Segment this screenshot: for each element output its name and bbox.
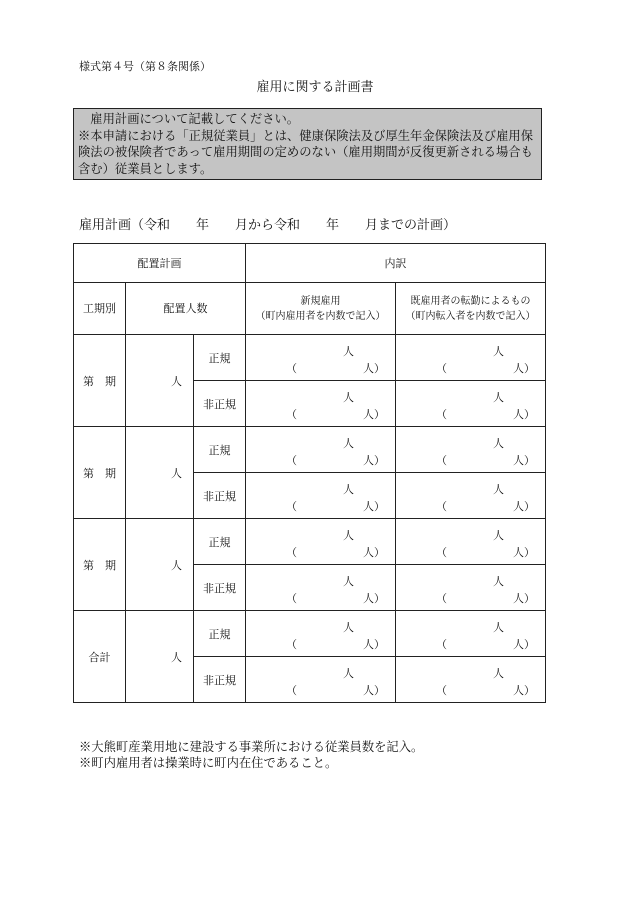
person-unit: 人 (493, 667, 504, 680)
person-unit: 人 (493, 529, 504, 542)
headcount-cell[interactable] (126, 427, 194, 519)
footnote: ※町内雇用者は操業時に町内在住であること。 (79, 756, 338, 770)
person-unit: 人 (343, 483, 354, 496)
local-count: （ 人） (286, 408, 385, 421)
employment-type: 非正規 (194, 473, 246, 519)
person-unit: 人 (171, 374, 182, 388)
local-count: （ 人） (286, 362, 385, 375)
notice-box (73, 108, 542, 180)
person-unit: 人 (171, 466, 182, 480)
form-number: 様式第４号（第８条関係） (79, 60, 211, 73)
employment-type: 正規 (194, 519, 246, 565)
phase-cell: 合計 (74, 611, 126, 703)
person-unit: 人 (493, 575, 504, 588)
new-hire-value[interactable] (246, 473, 396, 519)
col-transfer (396, 283, 546, 335)
employment-type: 正規 (194, 335, 246, 381)
table-row (74, 519, 546, 565)
new-hire-value[interactable] (246, 565, 396, 611)
new-hire-value[interactable] (246, 427, 396, 473)
subheader-row (74, 283, 546, 335)
header-breakdown: 内訳 (246, 244, 546, 283)
local-count: （ 人） (286, 454, 385, 467)
person-unit: 人 (493, 621, 504, 634)
header-plan: 配置計画 (74, 244, 246, 283)
transfer-value[interactable] (396, 381, 546, 427)
transfer-value[interactable] (396, 427, 546, 473)
local-count: （ 人） (436, 684, 535, 697)
new-hire-value[interactable] (246, 657, 396, 703)
local-count: （ 人） (436, 500, 535, 513)
local-count: （ 人） (286, 546, 385, 559)
transfer-value[interactable] (396, 335, 546, 381)
headcount-cell[interactable] (126, 519, 194, 611)
col-phase: 工期別 (74, 283, 126, 335)
transfer-value[interactable] (396, 657, 546, 703)
col-count: 配置人数 (126, 283, 246, 335)
header-row (74, 244, 546, 283)
local-count: （ 人） (436, 638, 535, 651)
employment-type: 正規 (194, 427, 246, 473)
table-row (74, 335, 546, 381)
person-unit: 人 (493, 391, 504, 404)
new-hire-value[interactable] (246, 381, 396, 427)
footnote: ※大熊町産業用地に建設する事業所における従業員数を記入。 (79, 740, 424, 754)
notice-line: 雇用計画について記載してください。 (78, 112, 300, 126)
transfer-value[interactable] (396, 611, 546, 657)
person-unit: 人 (493, 437, 504, 450)
person-unit: 人 (343, 667, 354, 680)
headcount-cell[interactable] (126, 335, 194, 427)
notice-line: ※本申請における「正規従業員」とは、健康保険法及び厚生年金保険法及び雇用保険法の被保険者であって雇用期間の定めのない（雇用期間が反復更新される場合も含む）従業員とします。 (78, 128, 533, 176)
employment-type: 正規 (194, 611, 246, 657)
local-count: （ 人） (436, 454, 535, 467)
person-unit: 人 (343, 529, 354, 542)
local-count: （ 人） (436, 408, 535, 421)
col-transfer-title: 既雇用者の転勤によるもの (410, 295, 531, 307)
table-row (74, 427, 546, 473)
person-unit: 人 (171, 650, 182, 664)
table-row (74, 611, 546, 657)
person-unit: 人 (343, 345, 354, 358)
local-count: （ 人） (436, 592, 535, 605)
local-count: （ 人） (436, 362, 535, 375)
plan-heading: 雇用計画（令和 年 月から令和 年 月までの計画） (79, 218, 457, 233)
phase-cell: 第 期 (74, 519, 126, 611)
person-unit: 人 (343, 575, 354, 588)
person-unit: 人 (171, 558, 182, 572)
person-unit: 人 (343, 621, 354, 634)
transfer-value[interactable] (396, 473, 546, 519)
person-unit: 人 (343, 437, 354, 450)
transfer-value[interactable] (396, 565, 546, 611)
local-count: （ 人） (286, 684, 385, 697)
local-count: （ 人） (286, 592, 385, 605)
employment-type: 非正規 (194, 381, 246, 427)
new-hire-value[interactable] (246, 519, 396, 565)
col-new-note: （町内雇用者を内数で記入） (255, 310, 386, 322)
employment-type: 非正規 (194, 565, 246, 611)
phase-cell: 第 期 (74, 427, 126, 519)
local-count: （ 人） (286, 638, 385, 651)
document-title: 雇用に関する計画書 (256, 80, 374, 95)
new-hire-value[interactable] (246, 335, 396, 381)
new-hire-value[interactable] (246, 611, 396, 657)
employment-type: 非正規 (194, 657, 246, 703)
local-count: （ 人） (286, 500, 385, 513)
person-unit: 人 (343, 391, 354, 404)
employment-plan-table (73, 243, 546, 703)
person-unit: 人 (493, 345, 504, 358)
headcount-cell[interactable] (126, 611, 194, 703)
col-transfer-note: （町内転入者を内数で記入） (405, 310, 536, 322)
col-new-title: 新規雇用 (300, 295, 341, 307)
col-new-hire (246, 283, 396, 335)
transfer-value[interactable] (396, 519, 546, 565)
phase-cell: 第 期 (74, 335, 126, 427)
local-count: （ 人） (436, 546, 535, 559)
person-unit: 人 (493, 483, 504, 496)
